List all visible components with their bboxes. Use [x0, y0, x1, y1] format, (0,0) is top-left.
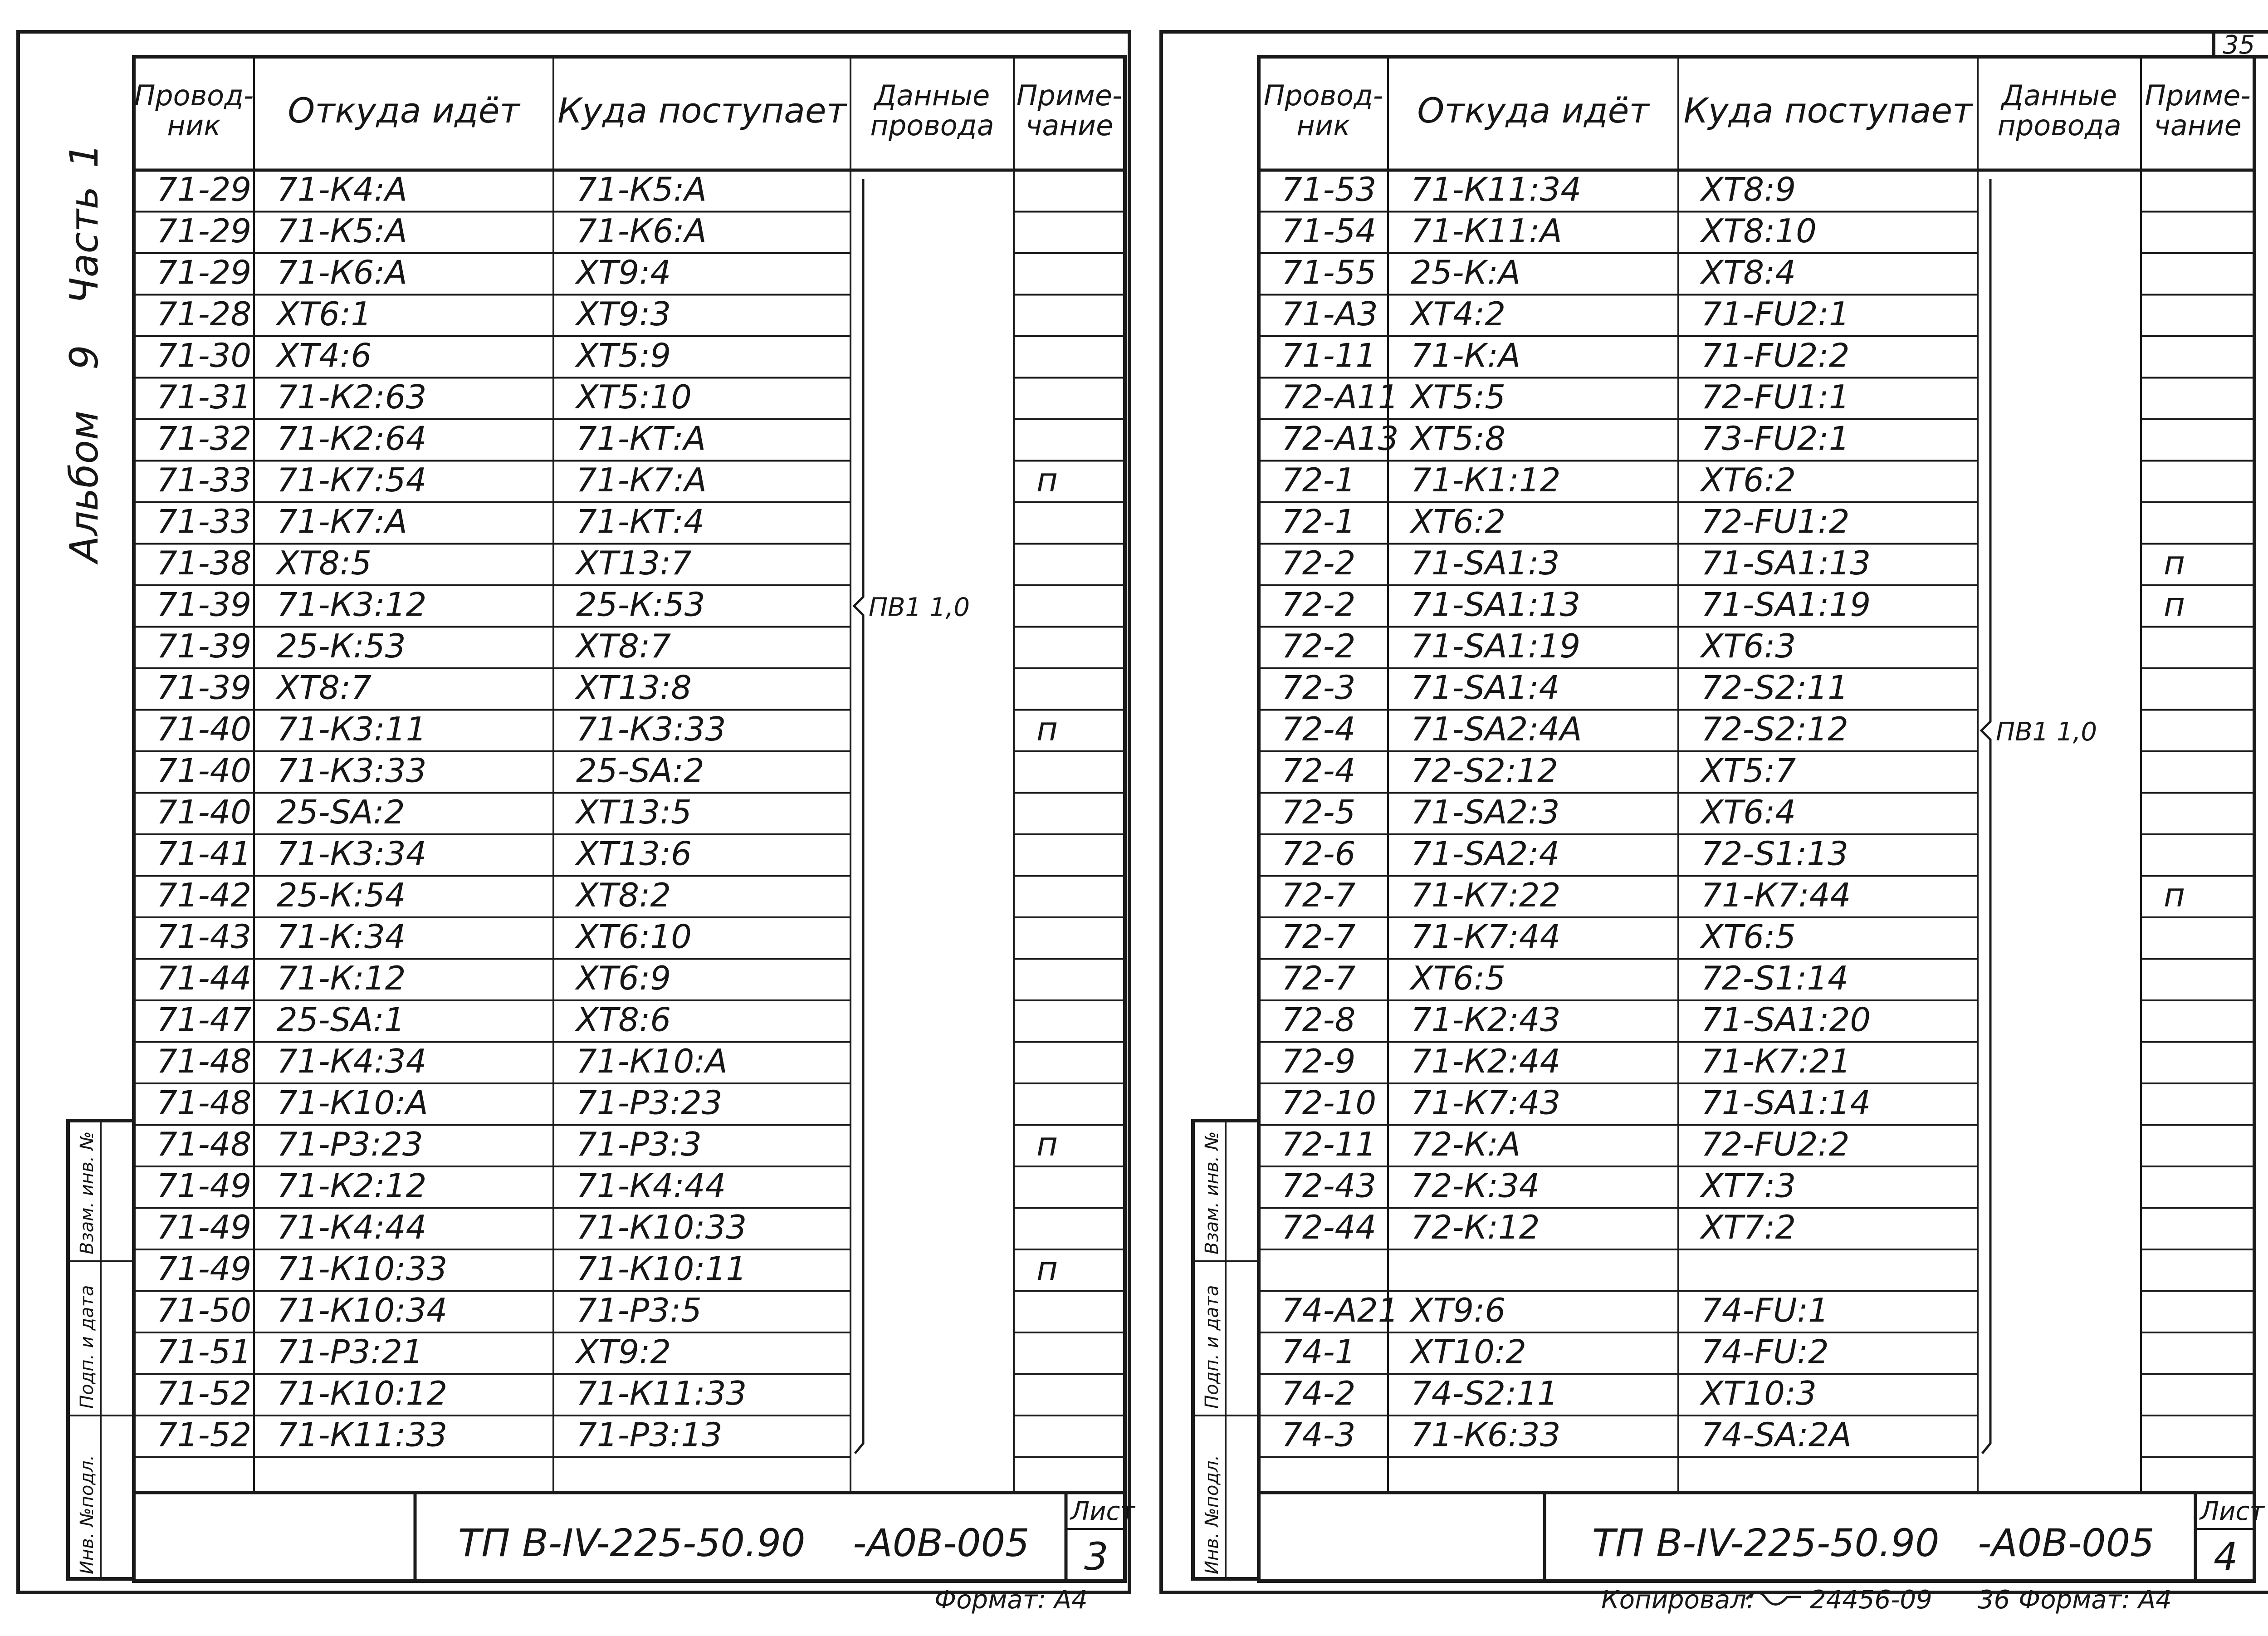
wire-id: 71-49	[156, 1208, 252, 1246]
to-terminal: ХТ8:10	[1701, 212, 1817, 250]
to-terminal: 72-FU1:2	[1701, 502, 1850, 541]
from-terminal: ХТ6:1	[277, 295, 372, 333]
right-sheet-number: 4	[2214, 1534, 2238, 1579]
wire-id: 72-8	[1281, 1000, 1356, 1039]
to-terminal: 72-FU2:2	[1701, 1125, 1850, 1163]
from-terminal: 71-К7:44	[1411, 917, 1561, 956]
to-terminal: ХТ6:3	[1701, 627, 1796, 665]
to-terminal: ХТ7:3	[1701, 1166, 1796, 1205]
to-terminal: 71-К7:44	[1701, 876, 1851, 914]
from-terminal: 71-К6:А	[277, 253, 408, 292]
to-terminal: 71-К10:33	[576, 1208, 747, 1246]
wire-id: 74-2	[1281, 1374, 1356, 1412]
from-terminal: ХТ4:2	[1411, 295, 1506, 333]
wire-id: 71-48	[156, 1042, 252, 1080]
wire-id: 72-А13	[1281, 419, 1399, 458]
left-sheet-number: 3	[1084, 1534, 1109, 1579]
wire-id: 71-39	[156, 668, 252, 707]
to-terminal: 72-S1:14	[1701, 959, 1848, 997]
from-terminal: 72-К:12	[1411, 1208, 1540, 1246]
to-terminal: ХТ6:5	[1701, 917, 1796, 956]
wire-id: 71-33	[156, 461, 252, 499]
to-terminal: 73-FU2:1	[1701, 419, 1850, 458]
wire-id: 72-11	[1281, 1125, 1377, 1163]
from-terminal: 71-Р3:23	[277, 1125, 423, 1163]
wire-id: 71-28	[156, 295, 252, 333]
wire-id: 71-53	[1281, 170, 1377, 209]
wire-id: 72-7	[1281, 917, 1356, 956]
to-terminal: ХТ8:4	[1701, 253, 1796, 292]
from-terminal: 74-S2:11	[1411, 1374, 1558, 1412]
to-terminal: ХТ8:7	[576, 627, 671, 665]
wire-id: 71-39	[156, 585, 252, 624]
wire-id: 71-40	[156, 751, 252, 790]
from-terminal: 71-К2:64	[277, 419, 427, 458]
to-terminal: 71-SА1:20	[1701, 1000, 1871, 1039]
to-terminal: ХТ13:7	[576, 544, 692, 582]
side-stamp-replace: Взам. инв. №	[77, 1131, 98, 1254]
copied-page: 36	[1978, 1585, 2010, 1615]
from-terminal: 71-К7:54	[277, 461, 427, 499]
to-terminal: ХТ13:6	[576, 834, 692, 873]
note: п	[1036, 1125, 1058, 1163]
wire-id: 72-2	[1281, 544, 1356, 582]
wire-id: 71-11	[1281, 336, 1377, 375]
wire-id: 72-3	[1281, 668, 1356, 707]
from-terminal: 71-К7:22	[1411, 876, 1561, 914]
from-terminal: 71-SА1:13	[1411, 585, 1581, 624]
to-terminal: ХТ9:4	[576, 253, 671, 292]
to-terminal: 71-Р3:5	[576, 1291, 702, 1329]
from-terminal: 71-К10:34	[277, 1291, 448, 1329]
note: п	[1036, 710, 1058, 748]
to-terminal: ХТ8:9	[1701, 170, 1796, 209]
to-terminal: 71-SА1:13	[1701, 544, 1871, 582]
to-terminal: 71-Р3:23	[576, 1083, 723, 1122]
wire-id: 71-38	[156, 544, 252, 582]
to-terminal: 71-К7:А	[576, 461, 707, 499]
album-label: Альбом9Часть1	[62, 143, 107, 563]
to-terminal: ХТ6:10	[576, 917, 692, 956]
wire-id: 71-39	[156, 627, 252, 665]
from-terminal: 71-SА2:3	[1411, 793, 1560, 831]
from-terminal: 71-К3:33	[277, 751, 427, 790]
wire-id: 71-48	[156, 1083, 252, 1122]
wire-id: 71-32	[156, 419, 252, 458]
to-terminal: ХТ8:2	[576, 876, 671, 914]
to-terminal: 71-К6:А	[576, 212, 707, 250]
from-terminal: 71-SА1:3	[1411, 544, 1560, 582]
wire-id: 71-А3	[1281, 295, 1378, 333]
to-terminal: 25-SА:2	[576, 751, 704, 790]
from-terminal: 71-К2:44	[1411, 1042, 1561, 1080]
wire-id: 72-10	[1281, 1083, 1377, 1122]
wire-id: 72-9	[1281, 1042, 1356, 1080]
from-terminal: ХТ5:5	[1411, 378, 1506, 416]
to-terminal: 74-FU:2	[1701, 1332, 1829, 1371]
from-terminal: 71-К:12	[277, 959, 406, 997]
from-terminal: 25-К:А	[1411, 253, 1521, 292]
from-terminal: ХТ6:5	[1411, 959, 1506, 997]
from-terminal: 71-К3:11	[277, 710, 427, 748]
to-terminal: 72-S2:11	[1701, 668, 1848, 707]
wire-id: 72-7	[1281, 959, 1356, 997]
from-terminal: 71-К6:33	[1411, 1416, 1561, 1454]
from-terminal: 71-К2:63	[277, 378, 427, 416]
to-terminal: ХТ13:8	[576, 668, 692, 707]
from-terminal: 71-Р3:21	[277, 1332, 423, 1371]
from-terminal: 25-SА:2	[277, 793, 405, 831]
wire-id: 71-40	[156, 793, 252, 831]
wire-id: 71-31	[156, 378, 252, 416]
wire-data: ПВ1 1,0	[869, 593, 970, 622]
from-terminal: 72-К:А	[1411, 1125, 1521, 1163]
from-terminal: 71-SА1:19	[1411, 627, 1581, 665]
to-terminal: 71-К11:33	[576, 1374, 747, 1412]
left-format: Формат: А4	[934, 1585, 1088, 1615]
from-terminal: 71-SА2:4А	[1411, 710, 1582, 748]
from-terminal: 25-SА:1	[277, 1000, 405, 1039]
wire-id: 72-5	[1281, 793, 1356, 831]
wire-id: 74-А21	[1281, 1291, 1399, 1329]
to-terminal: 74-FU:1	[1701, 1291, 1829, 1329]
wire-id: 72-4	[1281, 710, 1356, 748]
wire-id: 71-47	[156, 1000, 252, 1039]
from-terminal: 71-К:А	[1411, 336, 1521, 375]
from-terminal: 71-К4:А	[277, 170, 408, 209]
wire-id: 71-49	[156, 1249, 252, 1288]
from-terminal: 71-К5:А	[277, 212, 408, 250]
from-terminal: 71-К10:12	[277, 1374, 448, 1412]
from-terminal: 71-К1:12	[1411, 461, 1561, 499]
from-terminal: 71-К11:А	[1411, 212, 1562, 250]
to-terminal: ХТ5:9	[576, 336, 671, 375]
copied-label: Копировал:	[1601, 1585, 1755, 1615]
wire-id: 71-54	[1281, 212, 1377, 250]
to-terminal: ХТ6:2	[1701, 461, 1796, 499]
to-terminal: ХТ13:5	[576, 793, 692, 831]
note: п	[2164, 585, 2185, 624]
wire-id: 71-29	[156, 170, 252, 209]
note: п	[1036, 1249, 1058, 1288]
to-terminal: 71-Р3:13	[576, 1416, 723, 1454]
side-stamp-sign: Подп. и дата	[77, 1285, 98, 1409]
wire-id: 71-52	[156, 1416, 252, 1454]
to-terminal: ХТ9:3	[576, 295, 671, 333]
from-terminal: ХТ8:7	[277, 668, 372, 707]
wire-id: 71-50	[156, 1291, 252, 1329]
right-sheet-label: Лист	[2200, 1497, 2264, 1526]
side-stamp-replace-right: Взам. инв. №	[1202, 1131, 1222, 1254]
to-terminal: 71-SА1:19	[1701, 585, 1871, 624]
wire-id: 72-2	[1281, 585, 1356, 624]
to-terminal: ХТ8:6	[576, 1000, 671, 1039]
from-terminal: 71-К11:34	[1411, 170, 1582, 209]
column-header-2: Куда поступает	[557, 90, 846, 131]
wire-id: 71-29	[156, 253, 252, 292]
wire-id: 71-40	[156, 710, 252, 748]
to-terminal: 71-К10:11	[576, 1249, 747, 1288]
column-header-2: Куда поступает	[1683, 90, 1973, 131]
to-terminal: 71-КТ:А	[576, 419, 706, 458]
wire-id: 72-2	[1281, 627, 1356, 665]
to-terminal: 72-FU1:1	[1701, 378, 1850, 416]
wire-id: 71-42	[156, 876, 252, 914]
from-terminal: 71-К4:44	[277, 1208, 427, 1246]
to-terminal: ХТ6:9	[576, 959, 671, 997]
column-header-0: Провод-ник	[1263, 79, 1383, 142]
doc-number: 35	[2223, 30, 2255, 60]
to-terminal: 72-S1:13	[1701, 834, 1848, 873]
to-terminal: 71-FU2:2	[1701, 336, 1850, 375]
right-title-suffix: -А0В-005	[1978, 1521, 2155, 1565]
to-terminal: ХТ5:10	[576, 378, 692, 416]
from-terminal: 71-К11:33	[277, 1416, 448, 1454]
wire-id: 72-4	[1281, 751, 1356, 790]
to-terminal: 71-FU2:1	[1701, 295, 1850, 333]
from-terminal: ХТ8:5	[277, 544, 372, 582]
from-terminal: 71-SА1:4	[1411, 668, 1560, 707]
column-header-4: Приме-чание	[2145, 79, 2251, 142]
to-terminal: 71-К3:33	[576, 710, 726, 748]
column-header-3: Данные провода	[1997, 79, 2121, 142]
wire-id: 71-51	[156, 1332, 252, 1371]
to-terminal: ХТ5:7	[1701, 751, 1796, 790]
to-terminal: 25-К:53	[576, 585, 705, 624]
note: п	[2164, 544, 2185, 582]
wire-id: 71-33	[156, 502, 252, 541]
from-terminal: 25-К:53	[277, 627, 406, 665]
from-terminal: 72-S2:12	[1411, 751, 1558, 790]
side-stamp-inv-right: Инв. №подл.	[1202, 1455, 1222, 1574]
from-terminal: 71-К2:43	[1411, 1000, 1561, 1039]
to-terminal: ХТ7:2	[1701, 1208, 1796, 1246]
left-title-suffix: -А0В-005	[853, 1521, 1030, 1565]
wire-id: 72-1	[1281, 461, 1356, 499]
from-terminal: 71-К:34	[277, 917, 406, 956]
from-terminal: 71-К10:33	[277, 1249, 448, 1288]
to-terminal: 71-SА1:14	[1701, 1083, 1871, 1122]
to-terminal: 71-К5:А	[576, 170, 707, 209]
from-terminal: 71-К3:12	[277, 585, 427, 624]
side-stamp-inv: Инв. №подл.	[77, 1455, 98, 1574]
wire-id: 74-1	[1281, 1332, 1356, 1371]
wire-id: 72-6	[1281, 834, 1356, 873]
to-terminal: 74-SА:2А	[1701, 1416, 1852, 1454]
wire-id: 72-7	[1281, 876, 1356, 914]
column-header-1: Откуда идёт	[1417, 90, 1649, 131]
wire-id: 71-52	[156, 1374, 252, 1412]
wire-id: 72-43	[1281, 1166, 1377, 1205]
wire-id: 71-29	[156, 212, 252, 250]
wire-id: 72-1	[1281, 502, 1356, 541]
from-terminal: ХТ6:2	[1411, 502, 1506, 541]
column-header-3: Данные провода	[870, 79, 994, 142]
left-sheet-label: Лист	[1070, 1497, 1135, 1526]
to-terminal: ХТ9:2	[576, 1332, 671, 1371]
to-terminal: 72-S2:12	[1701, 710, 1848, 748]
from-terminal: 72-К:34	[1411, 1166, 1540, 1205]
column-header-4: Приме-чание	[1016, 79, 1123, 142]
from-terminal: 25-К:54	[277, 876, 406, 914]
wire-id: 71-43	[156, 917, 252, 956]
column-header-0: Провод-ник	[134, 79, 254, 142]
wire-data: ПВ1 1,0	[1996, 717, 2097, 747]
wire-id: 72-А11	[1281, 378, 1399, 416]
to-terminal: ХТ6:4	[1701, 793, 1796, 831]
wire-id: 72-44	[1281, 1208, 1377, 1246]
wire-id: 74-3	[1281, 1416, 1356, 1454]
to-terminal: 71-К7:21	[1701, 1042, 1851, 1080]
wire-id: 71-48	[156, 1125, 252, 1163]
from-terminal: 71-SА2:4	[1411, 834, 1560, 873]
side-stamp-sign-right: Подп. и дата	[1202, 1285, 1222, 1409]
from-terminal: 71-К3:34	[277, 834, 427, 873]
from-terminal: ХТ9:6	[1411, 1291, 1506, 1329]
left-title-code: ТП В-IV-225-50.90	[458, 1521, 806, 1565]
wire-id: 71-55	[1281, 253, 1377, 292]
from-terminal: ХТ5:8	[1411, 419, 1506, 458]
from-terminal: 71-К2:12	[277, 1166, 427, 1205]
from-terminal: 71-К7:43	[1411, 1083, 1561, 1122]
from-terminal: 71-К4:34	[277, 1042, 427, 1080]
wire-id: 71-44	[156, 959, 252, 997]
from-terminal: ХТ4:6	[277, 336, 372, 375]
right-title-code: ТП В-IV-225-50.90	[1592, 1521, 1940, 1565]
from-terminal: ХТ10:2	[1411, 1332, 1526, 1371]
note: п	[1036, 461, 1058, 499]
to-terminal: 71-К10:А	[576, 1042, 728, 1080]
column-header-1: Откуда идёт	[288, 90, 520, 131]
wire-id: 71-41	[156, 834, 252, 873]
right-format: Формат: А4	[2019, 1585, 2172, 1615]
from-terminal: 71-К7:А	[277, 502, 408, 541]
wire-id: 71-30	[156, 336, 252, 375]
wire-id: 71-49	[156, 1166, 252, 1205]
to-terminal: ХТ10:3	[1701, 1374, 1817, 1412]
note: п	[2164, 876, 2185, 914]
copied-number: 24456-09	[1810, 1585, 1932, 1615]
to-terminal: 71-Р3:3	[576, 1125, 702, 1163]
from-terminal: 71-К10:А	[277, 1083, 428, 1122]
to-terminal: 71-К4:44	[576, 1166, 726, 1205]
to-terminal: 71-КТ:4	[576, 502, 704, 541]
